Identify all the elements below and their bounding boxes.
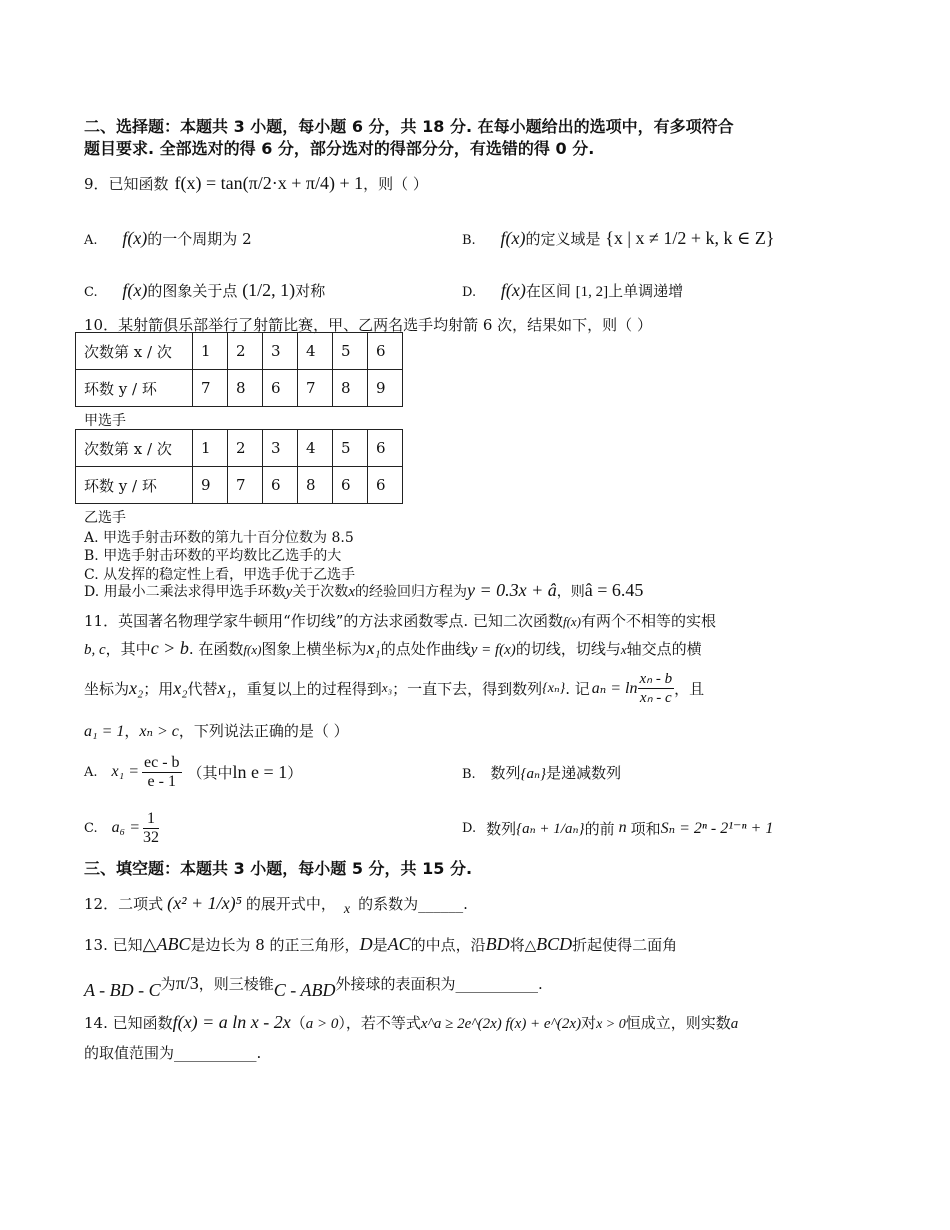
question-9-stem bbox=[84, 160, 860, 206]
q14-line2: 的取值范围为___________. bbox=[84, 1044, 262, 1062]
row-label: 环数 y / 环 bbox=[76, 467, 193, 504]
q10-d-prefix: D. 用最小二乘法求得甲选手环数 bbox=[84, 584, 286, 600]
table-cell: 7 bbox=[228, 467, 263, 504]
q11-line2 bbox=[84, 638, 860, 659]
q13-pyramid: C - ABD bbox=[273, 979, 336, 1000]
q13-line1-c: 是 bbox=[372, 936, 388, 954]
q10-d-x: x bbox=[348, 584, 355, 600]
q10-d-y: y bbox=[285, 584, 293, 600]
q11-c-lhs: a₆ = bbox=[111, 819, 140, 836]
q9-b-math: f(x) bbox=[500, 228, 526, 248]
q13-line1 bbox=[84, 934, 860, 955]
table-row bbox=[76, 467, 403, 504]
q13-triangle: △ABC bbox=[142, 934, 191, 954]
q11-line2-fx: f(x) bbox=[243, 642, 262, 657]
q14-cond-open: （ bbox=[290, 1014, 306, 1032]
q13-line1-f: 折起使得二面角 bbox=[572, 936, 678, 954]
q14-a: a bbox=[730, 1016, 739, 1032]
q11-c-denominator: 32 bbox=[142, 828, 159, 846]
q10-option-b: B. 甲选手射击环数的平均数比乙选手的大 bbox=[84, 548, 342, 564]
q11-option-a bbox=[84, 750, 302, 794]
q10-option-c: C. 从发挥的稳定性上看，甲选手优于乙选手 bbox=[84, 567, 356, 583]
q11-line3-e: ；一直下去，得到数列 bbox=[392, 679, 543, 698]
q11-line2-d: 的点处作曲线 bbox=[380, 640, 471, 658]
q11-bc: b, c bbox=[84, 642, 106, 658]
q13-line2 bbox=[84, 960, 860, 1006]
section2-heading-line1: 二、选择题：本题共 3 小题，每小题 6 分，共 18 分. 在每小题给出的选项中，有多项符合 bbox=[84, 117, 734, 136]
q12-prefix: 12．二项式 bbox=[84, 894, 164, 913]
row-label: 次数第 x / 次 bbox=[76, 333, 193, 370]
q11-a1: a₁ = 1 bbox=[84, 723, 125, 740]
table-cell: 6 bbox=[333, 467, 368, 504]
q9-c-label: C. bbox=[84, 285, 98, 300]
q11-a-numerator: ec - b bbox=[144, 753, 180, 771]
q10-d-suffix: ，则 bbox=[556, 584, 585, 600]
q11-line4-a: ， bbox=[124, 722, 140, 740]
q10-d-equation: y = 0.3x + â bbox=[466, 580, 557, 600]
q12-mid: 的展开式中， bbox=[245, 894, 336, 913]
table-cell: 9 bbox=[193, 467, 228, 504]
table-cell: 7 bbox=[298, 370, 333, 407]
table-cell: 6 bbox=[368, 467, 403, 504]
q11-an-numerator: xₙ - b bbox=[639, 670, 673, 687]
q11-d-text3: 项和 bbox=[630, 819, 661, 838]
q14-cond-close: ），若不等式 bbox=[338, 1014, 421, 1032]
q11-line3-g: ，且 bbox=[674, 679, 705, 698]
q13-angle: π/3 bbox=[175, 972, 199, 993]
q13-point-d: D bbox=[359, 934, 373, 954]
q13-bd: BD bbox=[485, 934, 510, 954]
q12-suffix: 的系数为______. bbox=[358, 894, 468, 913]
q9-d-math: f(x) bbox=[500, 280, 526, 300]
q14-fx: f(x) = a ln x - 2x bbox=[172, 1012, 291, 1032]
table-cell: 5 bbox=[333, 333, 368, 370]
q9-b-set: {x | x ≠ 1/2 + k, k ∈ Z} bbox=[605, 228, 775, 248]
q9-d-label: D. bbox=[462, 285, 477, 300]
q11-b-seq: {aₙ} bbox=[520, 766, 547, 782]
table-cell: 3 bbox=[263, 430, 298, 467]
q11-xn-cond: xₙ > c bbox=[139, 723, 179, 740]
q9-option-a bbox=[84, 228, 252, 249]
q14-mid2: 恒成立，则实数 bbox=[625, 1014, 731, 1032]
q11-line4-b: ，下列说法正确的是（ ） bbox=[178, 722, 349, 740]
table-cell: 2 bbox=[228, 430, 263, 467]
q11-d-sum: Sₙ = 2ⁿ - 2¹⁻ⁿ + 1 bbox=[660, 820, 774, 837]
table-cell: 8 bbox=[228, 370, 263, 407]
q11-a-denominator: e - 1 bbox=[147, 772, 176, 790]
table-cell: 1 bbox=[193, 430, 228, 467]
table-cell: 6 bbox=[263, 467, 298, 504]
q12-expression: (x² + 1/x)⁵ bbox=[167, 892, 242, 913]
q11-line3-b: ；用 bbox=[143, 679, 174, 698]
table-cell: 1 bbox=[193, 333, 228, 370]
q13-bcd: BCD bbox=[536, 934, 573, 954]
q14-xcond: x > 0 bbox=[596, 1017, 626, 1032]
q11-a-ln: ln e = 1 bbox=[232, 761, 288, 782]
yi-caption: 乙选手 bbox=[84, 510, 126, 526]
q11-b-label: B. bbox=[462, 767, 476, 782]
q11-option-c bbox=[84, 806, 159, 850]
q11-line2-e: 的切线，切线与 bbox=[515, 640, 621, 658]
q9-formula: f(x) = tan(π/2·x + π/4) + 1 bbox=[174, 172, 364, 193]
q10-d-mid: 关于次数 bbox=[292, 584, 349, 600]
q11-b-text1: 数列 bbox=[490, 764, 521, 782]
q13-dihedral: A - BD - C bbox=[84, 979, 161, 1000]
q10-d-mid2: 的经验回归方程为 bbox=[354, 584, 467, 600]
q11-curve: y = f(x) bbox=[470, 642, 516, 658]
q11-line2-b: . 在函数 bbox=[188, 640, 244, 658]
q13-line2-b: ，则三棱锥 bbox=[198, 974, 274, 993]
q9-option-c bbox=[84, 280, 325, 301]
q11-an: aₙ = ln bbox=[591, 680, 638, 697]
q13-line2-a: 为 bbox=[160, 974, 176, 993]
q11-option-d bbox=[462, 806, 773, 850]
q11-line3-d: ，重复以上的过程得到 bbox=[231, 679, 382, 698]
q9-c-text: 的图象关于点 bbox=[147, 282, 238, 300]
table-row bbox=[76, 430, 403, 467]
q11-line1-fx: f(x) bbox=[562, 614, 582, 629]
q11-x1b: x₁ bbox=[217, 677, 232, 698]
table-row bbox=[76, 333, 403, 370]
q11-line1-text: 11．英国著名物理学家牛顿用“作切线”的方法求函数零点. 已知二次函数 bbox=[84, 612, 563, 630]
section2-heading-line2: 题目要求. 全部选对的得 6 分，部分选对的得部分分，有选错的得 0 分. bbox=[84, 139, 595, 158]
q11-x2b: x₂ bbox=[173, 677, 188, 698]
q9-d-suffix: 上单调递增 bbox=[608, 282, 684, 300]
q9-stem-suffix: ，则（ ） bbox=[363, 174, 428, 193]
q9-a-label: A. bbox=[84, 233, 98, 248]
q9-option-d bbox=[462, 280, 683, 301]
q11-a-lhs: x₁ = bbox=[111, 763, 139, 780]
table-cell: 4 bbox=[298, 430, 333, 467]
q14-cond: a > 0 bbox=[305, 1016, 339, 1032]
q14-inequality: x^a ≥ 2e^(2x) f(x) + e^(2x) bbox=[420, 1016, 582, 1032]
q11-line2-f: 轴交点的横 bbox=[626, 640, 702, 658]
q13-ac: AC bbox=[387, 934, 411, 954]
q11-seq: {xₙ} bbox=[542, 680, 566, 696]
q9-b-label: B. bbox=[462, 233, 476, 248]
q10-option-d bbox=[84, 580, 860, 601]
q14-prefix: 14. 已知函数 bbox=[84, 1014, 173, 1032]
q11-d-label: D. bbox=[462, 820, 477, 836]
q11-a-end: ） bbox=[287, 763, 303, 782]
q11-line1-end: 有两个不相等的实根 bbox=[581, 612, 717, 630]
q11-c-label: C. bbox=[84, 820, 98, 836]
q13-line2-c: 外接球的表面积为___________. bbox=[335, 974, 543, 993]
q14-line1 bbox=[84, 1012, 860, 1033]
q11-line3-a: 坐标为 bbox=[84, 679, 130, 698]
table-cell: 6 bbox=[263, 370, 298, 407]
table-cell: 2 bbox=[228, 333, 263, 370]
q11-d-n: n bbox=[618, 819, 627, 836]
q9-stem-prefix: 9．已知函数 bbox=[84, 174, 169, 193]
table-row bbox=[76, 370, 403, 407]
q11-x: x bbox=[620, 642, 627, 657]
q11-option-b bbox=[462, 762, 621, 783]
yi-score-table bbox=[75, 429, 403, 504]
q9-d-interval: [1, 2] bbox=[575, 284, 609, 300]
q10-d-result: â = 6.45 bbox=[584, 580, 644, 600]
table-cell: 8 bbox=[298, 467, 333, 504]
q13-line1-b: 是边长为 8 的正三角形， bbox=[190, 936, 360, 954]
q11-an-denominator: xₙ - c bbox=[639, 689, 672, 706]
table-cell: 4 bbox=[298, 333, 333, 370]
q11-c-numerator: 1 bbox=[143, 810, 159, 829]
q12-var: x bbox=[343, 902, 351, 917]
table-cell: 7 bbox=[193, 370, 228, 407]
row-label: 环数 y / 环 bbox=[76, 370, 193, 407]
q11-cond: c > b bbox=[150, 638, 189, 658]
q11-a-label: A. bbox=[84, 764, 98, 780]
q11-line1 bbox=[84, 610, 860, 631]
question-12 bbox=[84, 878, 860, 928]
q11-d-text2: 的前 bbox=[584, 819, 615, 838]
q10-option-a: A. 甲选手射击环数的第九十百分位数为 8.5 bbox=[84, 530, 354, 546]
q11-an-fraction bbox=[638, 670, 675, 707]
table-cell: 6 bbox=[368, 333, 403, 370]
table-cell: 8 bbox=[333, 370, 368, 407]
table-cell: 6 bbox=[368, 430, 403, 467]
q9-a-math: f(x) bbox=[122, 228, 148, 248]
q9-b-text: 的定义域是 bbox=[525, 230, 601, 248]
q9-c-point: (1/2, 1) bbox=[242, 280, 296, 300]
q11-line2-c: 图象上横坐标为 bbox=[261, 640, 367, 658]
table-cell: 3 bbox=[263, 333, 298, 370]
q11-x3: x₃ bbox=[381, 680, 393, 695]
section3-heading: 三、填空题：本题共 3 小题，每小题 5 分，共 15 分. bbox=[84, 859, 473, 878]
q11-line3-f: . 记 bbox=[565, 679, 590, 698]
q11-x2: x₂ bbox=[129, 677, 144, 698]
q9-c-math: f(x) bbox=[122, 280, 148, 300]
q11-a-fraction bbox=[142, 754, 182, 791]
q13-line1-e: 将△ bbox=[509, 936, 537, 954]
q11-x1: x₁ bbox=[366, 638, 381, 658]
row-label: 次数第 x / 次 bbox=[76, 430, 193, 467]
q11-d-seq: {aₙ + 1/aₙ} bbox=[516, 820, 585, 837]
q9-option-b bbox=[462, 228, 774, 249]
table-cell: 5 bbox=[333, 430, 368, 467]
q11-c-fraction bbox=[143, 810, 159, 847]
jia-score-table bbox=[75, 332, 403, 407]
q11-line4 bbox=[84, 720, 860, 741]
q11-b-text2: 是递减数列 bbox=[546, 764, 622, 782]
q11-line3-c: 代替 bbox=[187, 679, 218, 698]
question-10-stem: 10．某射箭俱乐部举行了射箭比赛，甲、乙两名选手均射箭 6 次，结果如下，则（ ） bbox=[84, 316, 652, 334]
q9-a-text: 的一个周期为 2 bbox=[147, 230, 252, 248]
q13-line1-d: 的中点，沿 bbox=[410, 936, 486, 954]
q14-mid: 对 bbox=[581, 1014, 597, 1032]
q11-line3 bbox=[84, 664, 860, 712]
q9-c-suffix: 对称 bbox=[295, 282, 326, 300]
q11-a-text: （其中 bbox=[187, 763, 233, 782]
table-cell: 9 bbox=[368, 370, 403, 407]
q13-line1-a: 13. 已知 bbox=[84, 936, 143, 954]
q11-line2-a: ，其中 bbox=[105, 640, 151, 658]
q11-d-text1: 数列 bbox=[486, 819, 517, 838]
jia-caption: 甲选手 bbox=[84, 413, 126, 429]
q9-d-text: 在区间 bbox=[525, 282, 571, 300]
